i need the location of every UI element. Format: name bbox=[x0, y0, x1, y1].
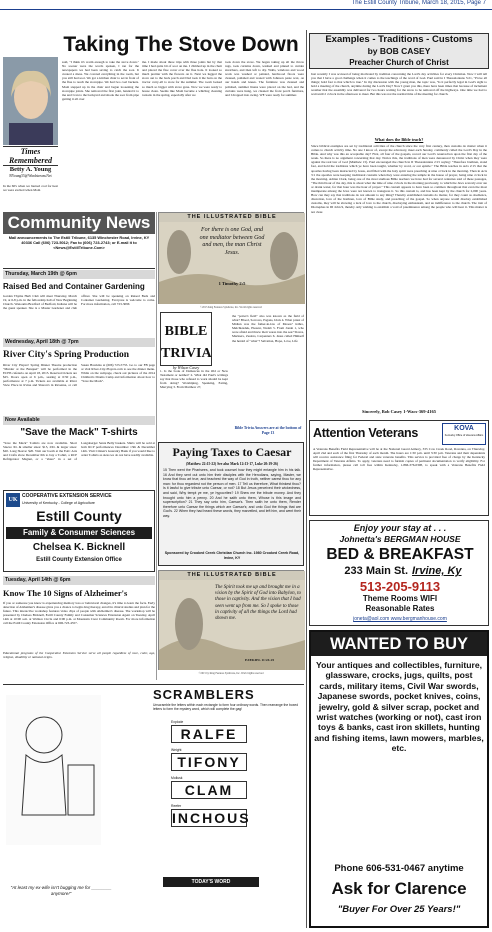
extension-sub: University of Kentucky - College of Agriculture bbox=[22, 501, 95, 505]
bnb-lead: Enjoy your stay at . . . bbox=[353, 523, 447, 533]
stove-col3: took down the stove. We began taking up all the throw rugs, took curtains down, washed and pinned to curtain stretchers, and then left to dry. Walls, windows and wood work was washed or painted, hardwood floors were cleaned, polished and waxed with Johnson paste wax, on our hands and knees. The furniture was cleaned and polished, summer linens were placed on the bed, and the curtains were hung, we cleaned the front porch furniture, and I dropped into swing. WE were ready for summer. bbox=[225, 60, 304, 97]
scramblers-puzzle bbox=[3, 684, 304, 928]
wanted-text: Your antiques and collectibles, furniture, glassware, crocks, jugs, quilts, post cards, military items, Civil War swords, Japanese swords, pocket knives, coins, jewelry, gold & silver scrap, pocket and wrist watches (working or not), cast iron toys & banks, cast iron skillets, hunting and fishing items, lawn mowers, marbles, etc. bbox=[314, 660, 484, 754]
bible-credit: ©2015 King Features Syndicate, Inc. World rights reserved bbox=[200, 306, 262, 309]
bed-breakfast-ad bbox=[309, 520, 489, 626]
bible2-verse-ref: EZEKIEL 11:24-25 bbox=[245, 658, 275, 662]
community-news-banner: Community News bbox=[3, 212, 155, 234]
scramblers-title: SCRAMBLERS bbox=[153, 687, 255, 702]
bnb-line1: Theme Rooms WIFI bbox=[362, 594, 438, 603]
illustrated-bible-panel-2 bbox=[158, 570, 304, 670]
scramblers-caption: "At least my ex-wife isn't bugging me for ________ anymore!" bbox=[10, 885, 112, 896]
bible-verse: For there is one God, and one mediator between God and men, the man Christ Jesus. bbox=[199, 227, 265, 256]
examples-title: Examples - Traditions - Customs bbox=[325, 34, 473, 45]
trivia-title: BIBLE TRIVIA bbox=[161, 324, 212, 361]
examples-text-2: Since biblical examples are set by traditional activities of the church since the very first century, then customs do matter when it comes to church activity time. No one I know of, except the adversary, meet each Sunday, commonly called the Lord's Day in the Bible. And why was this an acceptable day? First, all four of the gospels, record our Lord's resurrection upon the first day of the week. So there is no argument concerning that day. Notice this, the traditions of men were denounced by Christ when they were against the real law of God (Matthew 15). Paul encouraged the church in II Thessalonians 2:15 saying: "Therefore brethren, stand fast, and hold the traditions which ye have been taught, whether by word, or our epistle." The Bible teaches in Acts 2:15 that the apostles having been instructed by Jesus, and filled with the holy spirit were preaching at nine o'clock in the morning. Then in Acts 3:1 the apostles were keeping traditional customs when they were entering the temple in the house of prayer, being nine o'clock in the morning. Adrian Clark, being one of the most studious Bible teachers we have had for several centuries said of these passages, "The third hour of the day, this is about what the time of nine o'clock in the morning previously, to which the Jews scarcely ever ate or drank water, for that hour was the hour of prayer." This custom appears to have been so common throughout that even the most intemperate among the Jews were not known to transgress it. So this custom is, and has been kept by the church for 2,000 years. How can they say that traditions do not amount to any thing? Thereby established customs do matter, for they count as obedience, discretion, love of the brethren, love of Bible study, and preaching of the gospel. So when anyone would disobey established customs, they will be showing a lack of love to the church, disobeying enthusiasm, and an indifference to the church. The trait of Diotrephes in III John 9, thereby only wishing to establish a void of preeminence among the people who will hear it. This matter is not clear. bbox=[311, 144, 487, 214]
wanted-ask: Ask for Clarence bbox=[331, 879, 467, 898]
trivia-answers: Bible Trivia Answers are at the bottom of Page 13 bbox=[234, 426, 302, 435]
examples-subhead: What does the Bible teach? bbox=[374, 137, 424, 142]
program-name: Family & Consumer Sciences bbox=[6, 527, 152, 539]
stove-sidebar-text: In the 60's when we burned coal for heat we were excited when Mom bbox=[3, 184, 58, 193]
alz-note: Educational programs of the Cooperative Extension Service serve all people regardless of race, color, age, religion, disability or national origin. bbox=[3, 651, 155, 660]
play-title: River City's Spring Production bbox=[3, 350, 130, 360]
garden-text: Garden Thyme Herb Club will meet Thursday, March 19, at 6-8 p.m. in the fellowship hall of New Beginning Church. Wanoama Bradford of Bedford, Indiana will be the guest speaker. She is a Master Gardener and club officer. She will be speaking on Raised Beds and Container Gardening. Everyone is welcome to come. For more information, call 723-3096 bbox=[3, 294, 155, 311]
word1-letters[interactable]: RALFE bbox=[171, 725, 247, 743]
garden-date: Thursday, March 19th @ 6pm bbox=[3, 270, 155, 279]
kova-logo-text: KOVA bbox=[454, 425, 474, 432]
wanted-phone[interactable]: Phone 606-531-0467 anytime bbox=[334, 863, 464, 874]
bnb-title: BED & BREAKFAST bbox=[326, 546, 474, 563]
page-header: The Estill County Tribune, March 18, 2015, Page 7 bbox=[0, 0, 492, 10]
taxes-sponsor: Sponsored by Crooked Creek Christian Church Inc. 1980 Crooked Creek Road, Irvine, KY bbox=[164, 551, 300, 560]
examples-signoff: Sincerely, Bob Casey 1-Wacs-369-4165 bbox=[362, 409, 436, 414]
word3-hint: Mollusk bbox=[171, 776, 183, 780]
extension-heading: COOPERATIVE EXTENSION SERVICE bbox=[22, 493, 112, 499]
trivia-logo bbox=[160, 312, 212, 370]
shirts-text: "Save the Mack" T-shirts are now available. Short Sleeve XL & smaller sizes: $15, 2XL & larger sizes: $20. Long Sleeve: $20. Visit our booth at the EAC Arts and Crafts show December 6th to buy a T-shirt, a RCP Refrigerator Magnet, or a "share" in a set of Longaberger Santa Belly baskets. Shirts will be sold at both RCP performances December 13th & December 14th. Visit Citizen's Guaranty Bank if you would like to order T-shirts as sizes we do not have readily available. bbox=[3, 441, 155, 462]
county-name: Estill County bbox=[36, 508, 122, 524]
answer-area bbox=[123, 873, 299, 895]
taxes-refs: (Matthew 22:15-22) See also Mark 12:13-17, Luke 20:19-26) bbox=[185, 462, 279, 466]
extension-office-box bbox=[3, 490, 155, 572]
word4-letters[interactable]: INCHOUS bbox=[172, 810, 251, 826]
shirts-date: Now Available bbox=[3, 416, 155, 425]
shirts-title: "Save the Mack" T-shirts bbox=[20, 427, 138, 438]
word1-hint: Explode bbox=[171, 720, 184, 724]
agent-name: Chelsea K. Bicknell bbox=[32, 542, 126, 553]
word3-letters[interactable]: CLAM bbox=[171, 781, 247, 799]
agent-role: Estill County Extension Office bbox=[36, 557, 122, 563]
play-date: Wednesday, April 18th @ 7pm bbox=[3, 338, 155, 347]
scramble-words bbox=[171, 719, 251, 869]
trivia-col2: the "potter's field" also was known as the field of what? Blood, Sorrows, Pagans, Idols 4. What priest of Midian was the father-in-law of Moses? Jethro, Melchizedek, Eleazar, Nadab 5. From Jonah 1, who were afraid and threw their wares into the sea? Slaves, Mariners, Zealots, Carpenters 6. Jesus called Himself the herald of "what"? Salvation, Hope, Love, Life bbox=[232, 314, 304, 343]
community-address: Mail announcements to The Estill Tribune, 6135 Winchester Road, Irvine, KY 40336 Call (606) 723-5012; Fax to (606) 723-2743; or E-mail it to <News@EstillTribune.Com> bbox=[3, 235, 155, 269]
author-name: Betty A. Young bbox=[9, 166, 52, 173]
author-photo bbox=[3, 57, 58, 145]
alz-text: If you or someone you know is experiencing memory loss or behavioral changes, it's time to learn the facts. Early detection of Alzheimer's disease gives you a chance to begin drug therapy, enroll in clinical studies and plan for the future. This interactive workshop features video clips of people with Alzheimer's disease. The workshop will be presented by Chelsea Bicknell, Estill County Family and Consumer Sciences Extension Agent on Tuesday, April 14th at 10:00 a.m. at Wallace Circle and 6:00 p.m. at Mountain Crest Community Room. For more information call the Estill County Extension Office at 606-723-4557. bbox=[3, 601, 155, 626]
word4-hint: Reefer bbox=[171, 804, 182, 808]
bnb-name-line: Johnetta's BERGMAN HOUSE bbox=[339, 534, 461, 544]
trivia-col1: 1. Is the book of Damascus in the Old or New Testament or neither? 2. What did Paul's writings say that those who refused to work should be kept from doing? Worshiping, Speaking, Eating, Marrying 3. From Matthew 27, bbox=[160, 369, 228, 390]
taxes-title: Paying Taxes to Caesar bbox=[172, 445, 292, 459]
kova-logo-sub: Kentucky Office of Veterans Affairs bbox=[444, 434, 484, 437]
stove-headline: Taking The Stove Down bbox=[63, 33, 299, 56]
veterans-text: A Veterans Benefits Field Representative will be at the National Guard Armory, 335 Cow Creek Road, Ravenna, on Thursday, April 2nd and each of the first Thursday of each month. The hours are 1:30 p.m. until 3:30 p.m. Veterans and their dependents will receive assistance filing for Federal and state veterans benefits. This service is provided free of charge by the Kentucky Department of Veterans Affairs. To apply, veterans need to furnish copies of pertinent documentation to verify eligibility. For further information, please call toll free within Kentucky, 1-866-376-0308, to speak with a Veterans Benefits Field Representative. bbox=[313, 447, 485, 472]
author-email[interactable]: BYoung55@Windstream.Net bbox=[9, 174, 52, 178]
play-text: River City Players' Spring Dinner Theatre production "Murder at the Banquet" will be performed in the ECHS cafeteria on April 18, 2015. Reserved tickets are $25. Doors open at 6 p.m., seating at 6:30 p.m., performance at 7 p.m. Tickets are available at River View Place in Irvine and Sharon's in Ravenna, or call Susan Hawkins at (606) 723-5755. Go to our FB page or visit River-City-Players.com to see the dinner menu. While on the webpage, check out pictures of the 2014 Children's Drama Camp and information about how to "Save the Mack". bbox=[3, 363, 155, 388]
examples-role: Preacher Church of Christ bbox=[349, 58, 449, 67]
bnb-line2: Reasonable Rates bbox=[365, 604, 435, 613]
examples-text-1: Just recently I was accused of being motivated by tradition concerning the Lord's day activities for every Christian. Now I will tell you that I have a good challenge when it comes to the teachings of the word of God. Paul said in I Thessalonians 5:21, "Prove all things; hold fast to that which is true." In my discussion with the young man, the topic was, "Is it perfectly legal in God's sight to hold a meeting of the church, anytime during the Lord's Day? Now I grant you this, there have been times that because of inclement weather that the assembly was delivered for two hours waiting for the snow to be removed off the highways. One time we had to wait until 2 o'clock in the afternoon to meet. But this was not the normal time of the meeting for church. bbox=[311, 72, 487, 97]
todays-word-label: TODAY'S WORD bbox=[163, 877, 259, 887]
bnb-email[interactable]: joneta@aol.com www.bergmanhouse.com bbox=[353, 616, 447, 622]
cartoon-illustration bbox=[6, 695, 101, 845]
portrait-image bbox=[3, 57, 58, 145]
examples-header bbox=[309, 33, 489, 69]
wanted-title: WANTED TO BUY bbox=[311, 632, 487, 656]
examples-author: by BOB CASEY bbox=[367, 46, 431, 56]
bible2-credit: ©2015 by King Features Syndicate, Inc. World rights reserved bbox=[198, 672, 264, 675]
garden-title: Raised Bed and Container Gardening bbox=[3, 282, 145, 291]
illustrated-bible-panel bbox=[158, 212, 304, 304]
column-name: Times Remembered bbox=[3, 146, 58, 166]
bible2-verse: The Spirit took me up and brought me in a vision by the Spirit of God into Babylon, to those in captivity. And the vision that I had seen went up from me. So I spoke to those in captivity of all the things the Lord had shown me. bbox=[215, 585, 301, 622]
kova-logo bbox=[442, 423, 486, 445]
bnb-address: 233 Main St. bbox=[344, 565, 408, 577]
word2-letters[interactable]: TIFONY bbox=[171, 753, 247, 771]
paying-taxes-box bbox=[158, 442, 304, 566]
stove-col1: said, "I think it's warm enough to take the stove down." No sooner were the words spoken, I ran for the newspapers we had been saving to catch the soot. It created a mess. We covered everything in the room, but you still had soot. We got a kitchen chair to set in front of the flue to reach the stovepipe. We had two coal buckets. Mom stepped up in the chair and began loosening the stovepipe joints. She removed the first joint, handed it to me and I ran to the backyard and shook the soot from pipe getting it all over bbox=[62, 60, 139, 101]
illustrated-bible-banner-2: THE ILLUSTRATED BIBLE bbox=[159, 571, 305, 580]
bnb-phone[interactable]: 513-205-9113 bbox=[359, 579, 441, 594]
wanted-slogan: "Buyer For Over 25 Years!" bbox=[337, 904, 461, 915]
trivia-author: by Wilson Casey bbox=[172, 365, 200, 370]
illustrated-bible-banner: THE ILLUSTRATED BIBLE bbox=[159, 213, 305, 222]
column-rule bbox=[306, 30, 307, 928]
wanted-to-buy-ad bbox=[309, 630, 489, 928]
alz-title: Know The 10 Signs of Alzheimer's bbox=[3, 588, 128, 598]
word2-hint: Weight bbox=[171, 748, 182, 752]
bible-verse-ref: 1 Timothy 2:5 bbox=[218, 281, 246, 286]
byline-box bbox=[3, 146, 58, 180]
bnb-city: Irvine, Ky bbox=[412, 565, 462, 577]
uk-logo: UK bbox=[6, 493, 20, 507]
taxes-text: 15 Then went the Pharisees, and took counsel how they might entangle him in his talk. 16 And they sent out unto him their disciples with the Herodians, saying, Master, we know that thou art true, and teachest the way of God in truth, neither carest thou for any man: for thou regardest not the person of men. 17 Tell us therefore, What thinkest thou? Is it lawful to give tribute unto Caesar, or not? 18 But Jesus perceived their wickedness, and said, Why tempt ye me, ye hypocrites? 19 Shew me the tribute money. And they brought unto him a penny. 20 And he saith unto them, Whose is this image and superscription? 21 They say unto him, Caesar's. Then saith he unto them, Render therefore unto Caesar the things which are Caesar's; and unto God the things that are God's. 22 When they had heard these words, they marvelled, and left him, and went their way. bbox=[163, 468, 301, 518]
scramblers-instructions: Unscramble the letters within each rectangle to form four ordinary words. Then rearrange the boxed letters to form the mystery word, which will complete the gag! bbox=[153, 703, 299, 711]
veterans-box bbox=[309, 420, 489, 516]
stove-col2: me. I made about three trips with three joints but by that time I had quite bit of soot on me. I climbed up in the chair and placed the flue cover over the flue hole. It looked so much prettier with the flowers on it. Next we lugged the stove out to the back porch and Dad took it the barn on the tractor carry-all to store for the summer. The room looked so much so bigger with stove gone. Now we were ready to house clean. Seems like Mom became a whirling cleaning tornado in the spring, especially after we bbox=[142, 60, 222, 97]
veterans-title: Attention Veterans bbox=[313, 426, 419, 440]
alz-date: Tuesday, April 14th @ 6pm bbox=[3, 576, 155, 585]
column-rule-inner bbox=[156, 212, 157, 680]
